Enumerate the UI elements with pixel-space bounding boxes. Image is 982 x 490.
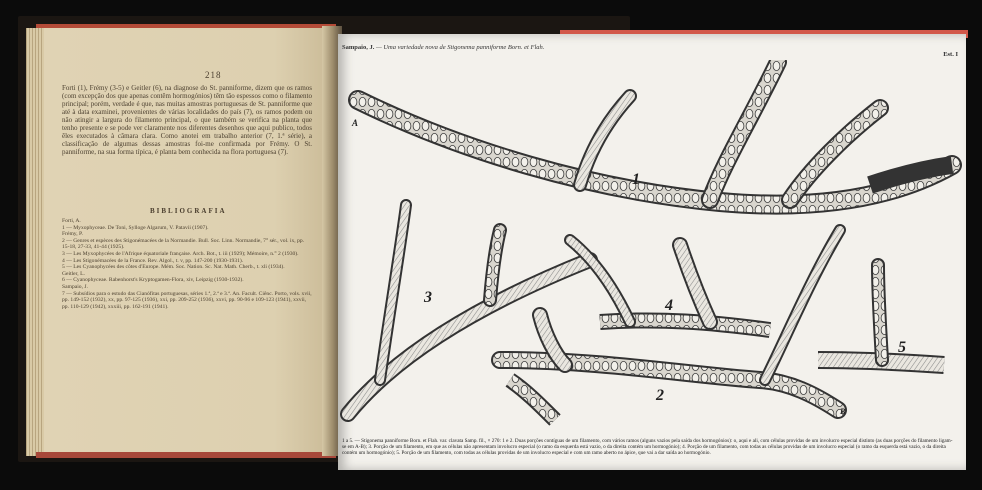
- body-paragraph: Forti (1), Frémy (3-5) e Geitler (6), na diagnose do St. panniforme, dizem que os ramos (com excepção dos que apenas contêm hormogónios) têm tão espessos como o filamento principal; porém, verdade é que, nas muitas amostras portuguesas de St. panniforme que até à data examinei, provenientes de várias localidades do país (7), os ramos podem ou não atingir a largura do filamento principal, o que também se verifica na planta que tenho presente e se pode ver claramente nos diferentes desenhos que aqui publico, todos êles executados à câmara clara. Como anotei em trabalho anterior (7, 1.ª série), a classificação de algumas dessas amostras foi-me confirmada por Frémy. O St. panniforme, na sua forma típica, é planta bem conhecida na flora portuguesa (7).: [62, 84, 312, 156]
- plate-caption: 1 a 5. — Stigonema panniforme Born. et Flah. var. clavata Samp. fil., × 270: 1 e 2. Duas porções contíguas de um filamento, com vários ramos (alguns vazios pela saída dos hormogónios): o, aqui e ali, com células providas de um involucro especial distinto (as duas porções do filamento ligam-se em A-B); 3. Porção de um filamento, em que as células não apresentam involucro especial (o ramo da esquerda está vazio, o da direita contém um hormogónio); 4. Porção de um filamento, com todas as células providas de um involucro especial (o ramo da esquerda está vazio, o da direita contém um hormogónio); 5. Porção de um filamento, com todas as células providas de um involucro especial e com um ramo aberto no ápice, que vai a dar saída ao hormogónio.: [342, 438, 953, 457]
- figure-label-2: 2: [656, 387, 664, 404]
- page-stack-edge: [26, 28, 44, 456]
- plate-title: — Uma variedade nova de Stigonema panniforme Born. et Flah.: [374, 44, 545, 51]
- bibliography-entry: 4 — Les Stigonémacées de la France. Rev. Algol., t. v, pp. 147-200 (1930-1931).: [62, 257, 244, 264]
- plate-header: [342, 44, 544, 51]
- bibliography-entry: 1 — Myxophyceae. De Toni, Sylloge Algarum, V. Patavii (1907).: [62, 224, 209, 231]
- bibliography-entry: Frémy, P.: [62, 231, 83, 238]
- bibliography-entry: 3 — Les Myxophycées de l'Afrique équatoriale française. Arch. Bot., t. iii (1929); Mémoire, n.° 2 (1930).: [62, 250, 299, 257]
- bibliography-entry: 7 — Subsídios para o estudo das Cianófitas portuguesas, séries 1.ª, 2.ª e 3.ª. An. Facult. Ciênc. Porto, vols. xvii, pp. 149-152 (1932), xx, pp. 97-125 (1936), xxi, pp. 209-252 (1936), xxvi, pp. 90-96 e 109-123 (1941), xxvii, pp. 110-129 (1942), xxxiii, pp. 162-191 (1941).: [62, 290, 312, 310]
- figure-label-1: 1: [632, 171, 640, 188]
- plate-label: Est. I: [943, 51, 958, 58]
- plate-author: Sampaio, J.: [342, 44, 375, 51]
- page-edge-bottom: [36, 452, 336, 458]
- figure-label-4: 4: [665, 297, 673, 314]
- figure-4-filament: [570, 240, 770, 330]
- figure-5-filament: [818, 265, 944, 365]
- figure-label-a: A: [352, 118, 359, 128]
- bibliography-entry: 2 — Genres et espèces des Stigonémacées de la Normandie. Bull. Soc. Linn. Normandie, 7° sér., vol. ix, pp. 15-18, 27-33, 41-44 (1925).: [62, 237, 305, 251]
- figure-label-b: B: [840, 407, 846, 416]
- bibliography-entry: Forti, A.: [62, 218, 81, 224]
- bibliography-entry: 6 — Cyanophyceae. Rabenhorst's Kryptogamen-Flora, xiv, Leipzig (1930-1932).: [62, 277, 244, 284]
- page-number: 218: [205, 70, 222, 80]
- bibliography-entry: 5 — Les Cyanophycées des côtes d'Europe. Mém. Soc. Nation. Sc. Nat. Math. Cherb., t. xli (1934).: [62, 264, 285, 271]
- bibliography-entry: Sampaio, J.: [62, 283, 88, 290]
- figure-label-3: 3: [424, 289, 432, 306]
- bibliography-list: [62, 218, 312, 310]
- bibliography-heading: BIBLIOGRAFIA: [150, 207, 227, 215]
- figure-1-filament: [358, 62, 952, 205]
- figure-3-filament: [348, 205, 590, 414]
- filament-illustration: [340, 60, 966, 434]
- figure-label-5: 5: [898, 339, 906, 356]
- bibliography-entry: Geitler, L.: [62, 270, 85, 277]
